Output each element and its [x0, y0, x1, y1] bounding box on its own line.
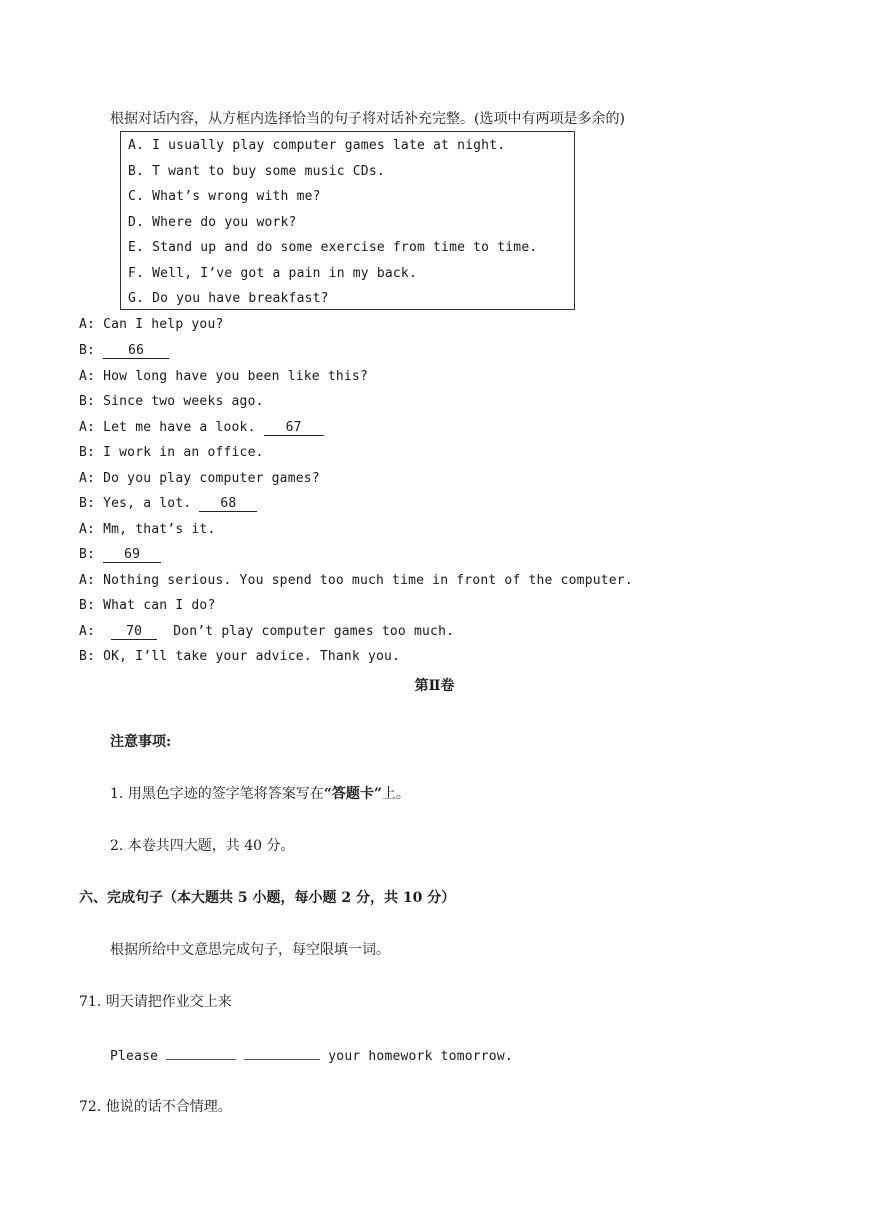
dialogue-line: A: How long have you been like this?	[79, 369, 368, 384]
dialogue-line: A: Nothing serious. You spend too much time in front of the computer.	[79, 573, 633, 588]
task-instruction: 根据对话内容，从方框内选择恰当的句子将对话补充完整。(选项中有两项是多余的)	[110, 111, 625, 127]
dialogue-line: A: Let me have a look. 67	[79, 420, 324, 436]
answer-blank	[166, 1046, 236, 1060]
question-71-sentence: Please your homework tomorrow.	[110, 1046, 513, 1064]
dialogue-line: B: OK, I’ll take your advice. Thank you.	[79, 649, 401, 664]
option-d: D. Where do you work?	[128, 215, 297, 230]
blank-67: 67	[264, 420, 324, 436]
blank-66: 66	[103, 343, 169, 359]
dialogue-line: B: 69	[79, 547, 161, 563]
dialogue-line: B: What can I do?	[79, 598, 216, 613]
section-instruction: 根据所给中文意思完成句子，每空限填一词。	[110, 942, 390, 958]
dialogue-line: B: 66	[79, 343, 169, 359]
option-c: C. What’s wrong with me?	[128, 189, 321, 204]
dialogue-line: B: Since two weeks ago.	[79, 394, 264, 409]
question-71: 71. 明天请把作业交上来	[79, 994, 232, 1010]
dialogue-line: B: Yes, a lot. 68	[79, 496, 257, 512]
option-g: G. Do you have breakfast?	[128, 291, 329, 306]
dialogue-line: A: Do you play computer games?	[79, 471, 320, 486]
option-f: F. Well, I’ve got a pain in my back.	[128, 266, 417, 281]
dialogue-line: B: I work in an office.	[79, 445, 264, 460]
section-title: 六、完成句子（本大题共 5 小题，每小题 2 分，共 10 分）	[79, 890, 456, 906]
volume-title: 第Ⅱ卷	[414, 678, 455, 694]
blank-69: 69	[103, 547, 161, 563]
option-e: E. Stand up and do some exercise from time to time.	[128, 240, 538, 255]
dialogue-line: A: 70 Don’t play computer games too much.	[79, 624, 455, 639]
notice-item-1: 1. 用黑色字迹的签字笔将答案写在“答题卡”上。	[110, 786, 410, 802]
blank-70: 70	[111, 624, 157, 640]
blank-68: 68	[199, 496, 257, 512]
question-72: 72. 他说的话不合情理。	[79, 1099, 232, 1115]
notice-item-2: 2. 本卷共四大题，共 40 分。	[110, 838, 295, 854]
notice-title: 注意事项:	[110, 734, 172, 750]
answer-blank	[244, 1046, 320, 1060]
dialogue-line: A: Mm, that’s it.	[79, 522, 216, 537]
option-a: A. I usually play computer games late at night.	[128, 138, 506, 153]
option-b: B. T want to buy some music CDs.	[128, 164, 385, 179]
dialogue-line: A: Can I help you?	[79, 317, 224, 332]
